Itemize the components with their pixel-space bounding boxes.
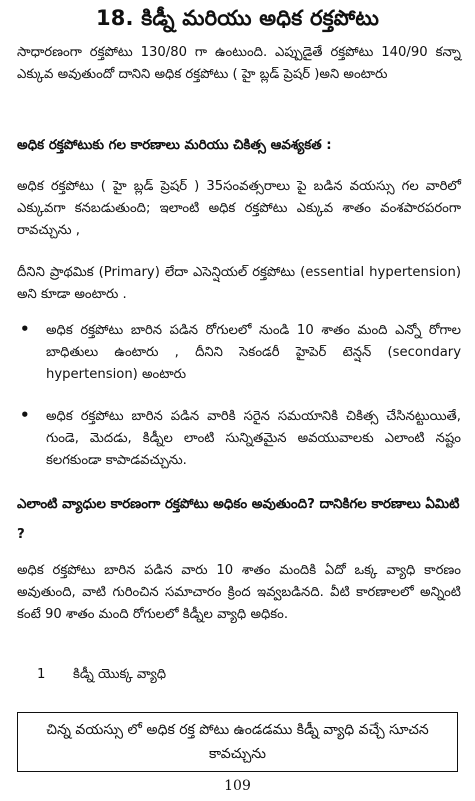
item-text: కిడ్నీ యొక్క వ్యాధి [73,667,167,682]
primary-hypertension-paragraph: దీనిని ప్రాథమిక (Primary) లేదా ఎసెన్షియల్ రక్తపోటు (essential hypertension) అని కూడా అంటారు . [17,265,461,302]
intro-paragraph: సాధారణంగా రక్తపోటు 130/80 గా ఉంటుంది. ఎప్పుడైతే రక్తపోటు 140/90 కన్నా ఎక్కువ అవుతుందో దానిని అధిక రక్తపోటు ( హై బ్లడ్ ప్రెషర్ )అని అంటారు [17,45,461,82]
page-number: 109 [224,778,251,794]
causes-heading: అధిక రక్తపోటుకు గల కారణాలు మరియు చికిత్స ఆవశ్యకత : [17,138,332,153]
chapter-title: 18. కిడ్నీ మరియు అధిక రక్తపోటు [95,6,380,30]
item-number: 1 [37,667,46,682]
question-heading: ఎలాంటి వ్యాధుల కారణంగా రక్తపోటు అధికం అవుతుంది? దానికిగల కారణాలు ఏమిటి ? [17,497,460,542]
bullet-symbol: • [20,320,30,338]
boxed-note: చిన్న వయస్సు లో అధిక రక్త పోటు ఉండడము కిడ్నీ వ్యాధి వచ్చే సూచన కావచ్చును [17,712,458,772]
bullet-timely-treatment: అధిక రక్తపోటు బారిన పడిన వారికి సరైన సమయానికి చికిత్స చేసినట్టుయితే, గుండె, మెదడు, కిడ్నీల లాంటి సున్నితమైన అవయువాలకు ఎలాంటి నష్టం కలగకుండా కాపాడవచ్చును. [46,409,461,468]
numbered-item [37,664,166,686]
reasons-paragraph: అధిక రక్తపోటు బారిన పడిన వారు 10 శాతం మందికి ఏదో ఒక్క వ్యాధి కారణం అవుతుంది, వాటి గురించిన సమాచారం క్రింద ఇవ్వబడినది. వీటి కారణాలలో అన్నింటి కంటే 90 శాతం మంది రోగులలో కిడ్నీల వ్యాధి అధికం. [17,563,461,622]
bullet-symbol: • [20,406,30,424]
age-paragraph: అధిక రక్తపోటు ( హై బ్లడ్ ప్రెషర్ ) 35సంవత్సరాలు పై బడిన వయస్సు గల వారిలో ఎక్కువగా కనబడుతుంది; ఇలాంటి అధిక రక్తపోటు ఎక్కువ శాతం వంశపారపరంగా రావచ్చును , [17,179,461,238]
bullet-secondary-hypertension: అధిక రక్తపోటు బారిన పడిన రోగులలో నుండి 10 శాతం మంది ఎన్నో రోగాల బాధితులు ఉంటారు , దీనిని సెకండరీ హైపెర్ టెన్షన్ (secondary hypertension) అంటారు [46,323,461,382]
